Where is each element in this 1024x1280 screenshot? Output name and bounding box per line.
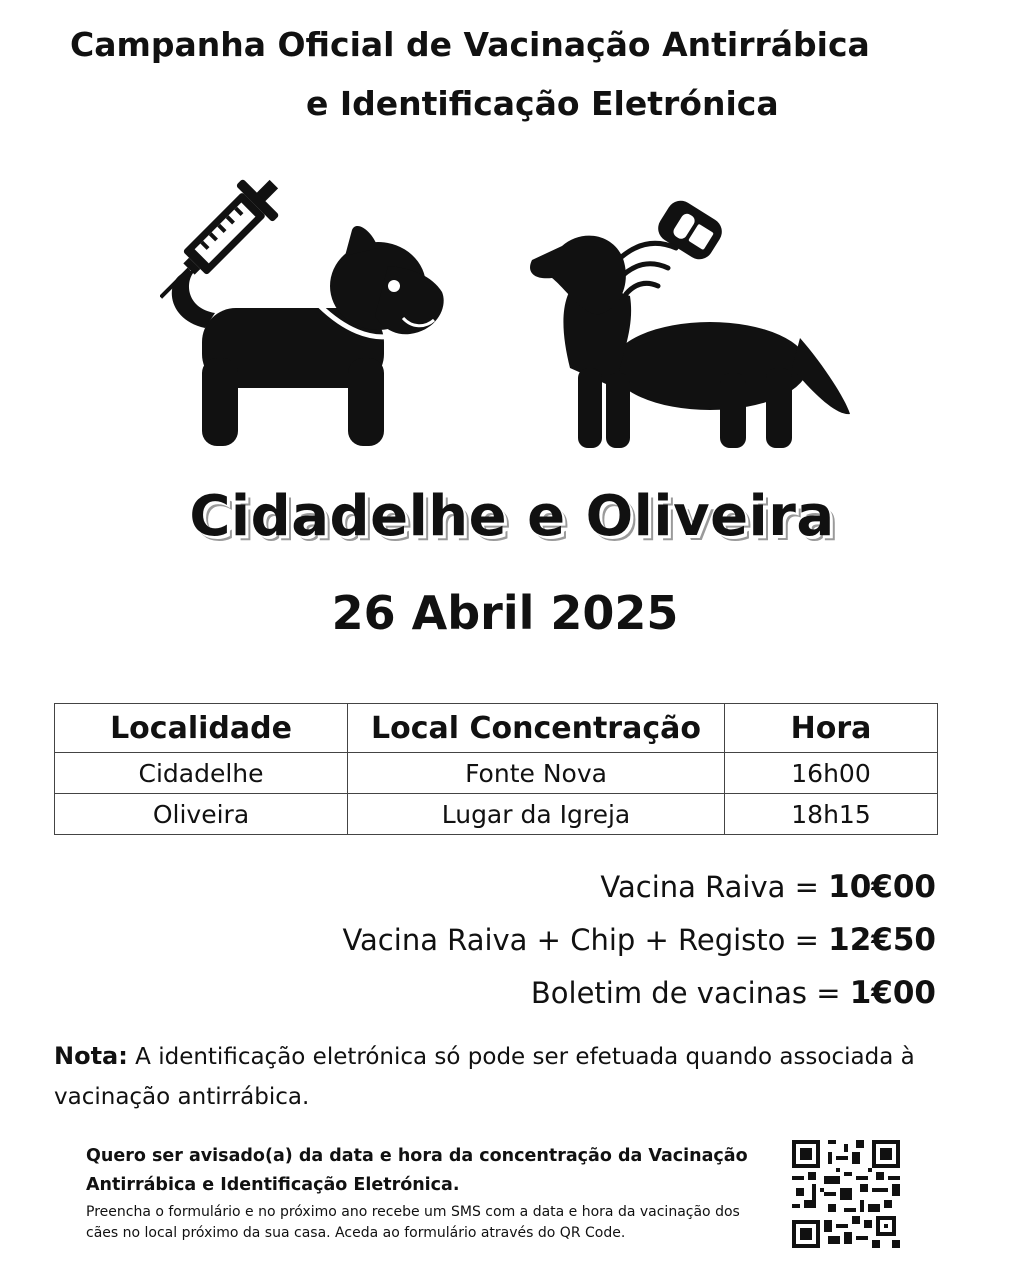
schedule-table (54, 703, 938, 835)
note (54, 1036, 954, 1117)
title-line-2: e Identificação Eletrónica (306, 84, 779, 123)
title-line-1: Campanha Oficial de Vacinação Antirrábica (70, 25, 870, 64)
header-hora: Hora (725, 704, 938, 753)
location-heading: Cidadelhe e Oliveira (189, 484, 835, 549)
cell-local: Lugar da Igreja (348, 794, 725, 835)
price-label: Vacina Raiva = (600, 870, 829, 904)
price-value: 10€00 (828, 869, 936, 905)
footer-body: Preencha o formulário e no próximo ano recebe um SMS com a data e hora da vacinação dos cães no local próximo da sua casa. Aceda ao formulário através do QR Code. (86, 1204, 740, 1241)
cell-hora: 16h00 (725, 753, 938, 794)
price-label: Vacina Raiva + Chip + Registo = (342, 923, 829, 957)
header-local-concentracao: Local Concentração (348, 704, 725, 753)
campaign-title (70, 22, 950, 126)
price-item (342, 866, 936, 919)
price-value: 1€00 (849, 975, 936, 1011)
price-label: Boletim de vacinas = (530, 976, 850, 1010)
dog-silhouette-icon (530, 236, 850, 448)
cell-hora: 18h15 (725, 794, 938, 835)
footer-notice (86, 1142, 776, 1244)
cell-local: Fonte Nova (348, 753, 725, 794)
table-row (55, 753, 938, 794)
price-list (342, 866, 936, 1025)
cell-localidade: Cidadelhe (55, 753, 348, 794)
table-header-row (55, 704, 938, 753)
note-label: Nota: (54, 1042, 128, 1070)
price-value: 12€50 (828, 922, 936, 958)
note-text: A identificação eletrónica só pode ser efetuada quando associada à vacinação antirrábica. (54, 1044, 915, 1110)
chip-reader-icon (653, 195, 727, 264)
cell-localidade: Oliveira (55, 794, 348, 835)
illustration (160, 168, 850, 458)
price-item (342, 972, 936, 1025)
table-row (55, 794, 938, 835)
footer-heading: Quero ser avisado(a) da data e hora da concentração da Vacinação Antirrábica e Identificação Eletrónica. (86, 1146, 748, 1195)
qr-code[interactable] (792, 1140, 900, 1248)
header-localidade: Localidade (55, 704, 348, 753)
price-item (342, 919, 936, 972)
event-date: 26 Abril 2025 (331, 586, 679, 640)
